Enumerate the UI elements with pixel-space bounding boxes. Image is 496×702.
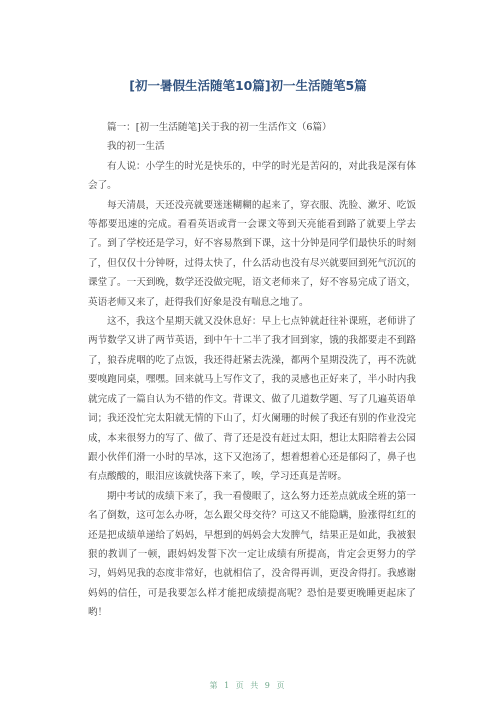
section-heading: 篇一：[初一生活随笔]关于我的初一生活作文（6篇） bbox=[107, 122, 332, 133]
page-number: 第 1 页 共 9 页 bbox=[209, 681, 287, 690]
document-title: [初一暑假生活随笔10篇]初一生活随笔5篇 bbox=[129, 78, 367, 93]
document-body bbox=[88, 118, 416, 623]
paragraph: 这不，我这个星期天就又没休息好：早上七点钟就赶往补课班，老师讲了两节数学又讲了两节英语，到中午十二半了我才回到家，饿的我都要走不到路了，狼吞虎咽的吃了点饭，我还得赶紧去洗澡，都两个星期没洗了，再不洗就要嗅跑同桌，嘿嘿。回来就马上写作文了，我的灵感也正好来了，半小时内我就完成了一篇自认为不错的作文。背课文、做了几道数学题、写了几遍英语单词；我还没忙完太阳就无情的下山了，灯火阑珊的时候了我还有别的作业没完成，本来很努力的写了、做了、背了还是没有赶过太阳，想让太阳陪着去公园跟小伙伴们滑一小时的旱冰，这下又泡汤了，想着想着心还是郁闷了，鼻子也有点酸酸的，眼泪应该就快落下来了，唉，学习还真是苦呀。 bbox=[88, 316, 416, 483]
essay-title: 我的初一生活 bbox=[107, 141, 165, 153]
paragraph: 期中考试的成绩下来了，我一看傻眼了，这么努力还差点就成全班的第一名了倒数，这可怎么办呀，怎么跟父母交待？可这又不能隐瞒，脸涨得红红的还是把成绩单递给了妈妈，早想到的妈妈会大发脾气，结果正是如此，我被狠狠的教训了一顿，跟妈妈发誓下次一定让成绩有所提高，肯定会更努力的学习，妈妈见我的态度非常好，也就相信了，没舍得再训，更没舍得打。我感谢妈妈的信任，可是我要怎么样才能把成绩提高呢？恐怕是要更晚睡更起床了哟！ bbox=[88, 490, 416, 619]
paragraph: 每天清晨，天还没亮就要迷迷糊糊的起来了，穿衣服、洗脸、漱牙、吃饭等都要迅速的完成。看看英语或背一会课文等到天亮能看到路了就要上学去了。到了学校还是学习，好不容易熬到下课，这十分钟是同学们最快乐的时刻了，但仅仅十分钟呀，过得太快了，什么活动也没有尽兴就要回到死气沉沉的课堂了。一天到晚，数学还没做完呢，语文老师来了，好不容易完成了语文，英语老师又来了，赶得我们好象是没有喘息之地了。 bbox=[88, 199, 416, 308]
paragraph: 有人说：小学生的时光是快乐的，中学的时光是苦闷的，对此我是深有体会了。 bbox=[88, 160, 416, 192]
